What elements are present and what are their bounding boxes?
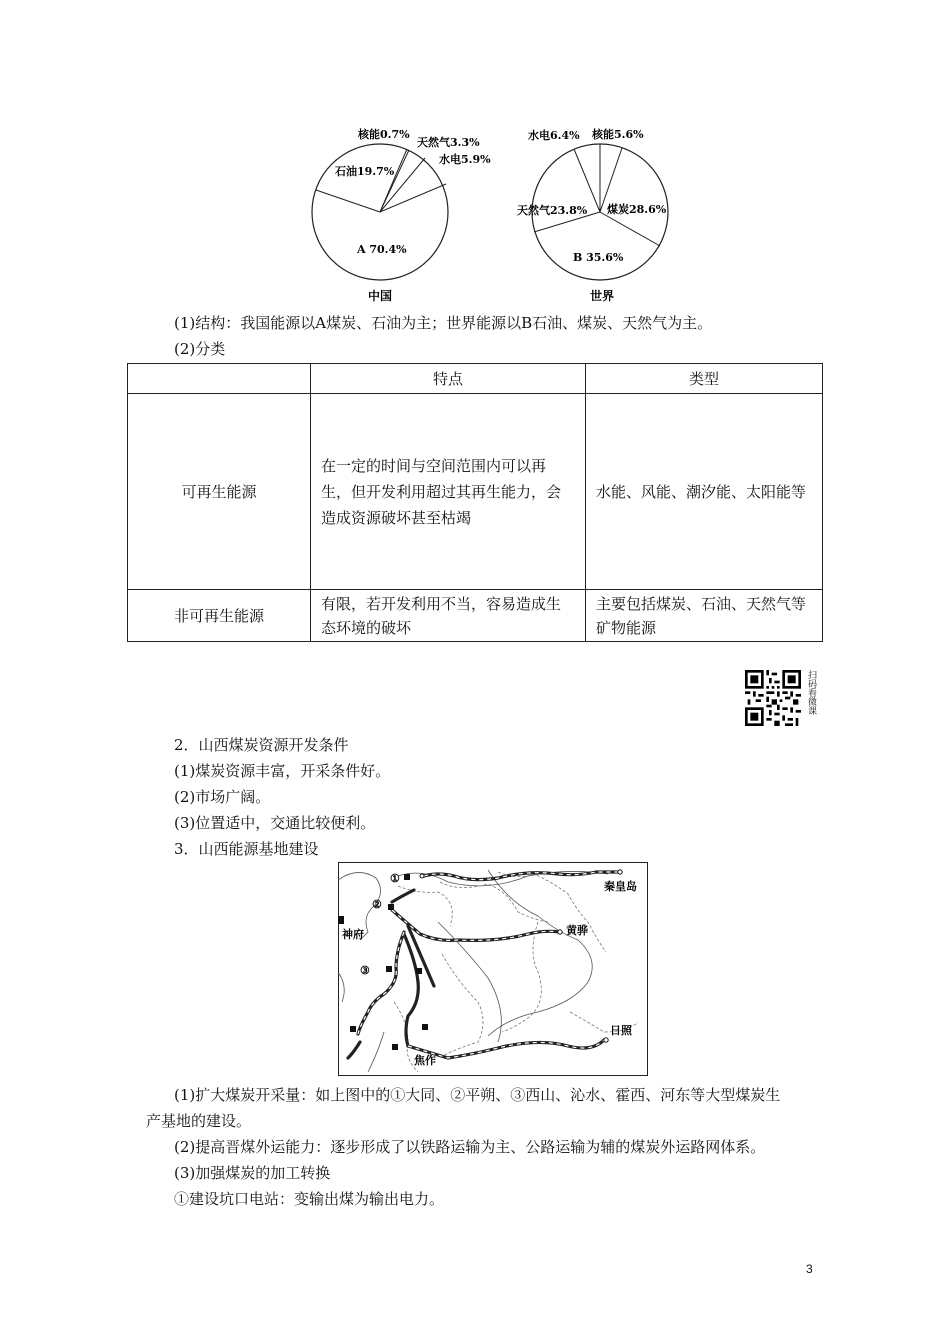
table-row	[128, 590, 823, 642]
map-label-qinhuangdao: 秦皇岛	[604, 880, 637, 893]
table-header-feature: 特点	[311, 364, 586, 394]
china-slice-a-label: A 70.4%	[357, 243, 407, 256]
qr-caption: 扫码看微课	[806, 670, 816, 715]
world-slice-coal-label: 煤炭28.6%	[607, 203, 667, 216]
feature-line: 有限，若开发利用不当，容易造成生	[321, 594, 562, 613]
china-slice-oil-label: 石油19.7%	[335, 165, 395, 178]
types-line: 矿物能源	[596, 618, 657, 637]
pie-charts-figure	[300, 120, 700, 310]
table-header-blank	[128, 364, 311, 394]
row-renewable-feature	[311, 394, 586, 590]
feature-line: 态环境的破坏	[321, 618, 412, 637]
map-label-huanghua: 黄骅	[566, 924, 588, 937]
china-slice-nuclear-label: 核能0.7%	[358, 128, 410, 141]
section2-item-2: (2)市场广阔。	[174, 788, 271, 806]
feature-line: 在一定的时间与空间范围内可以再	[321, 456, 547, 475]
section3-item-2: (2)提高晋煤外运能力：逐步形成了以铁路运输为主、公路运输为辅的煤炭外运路网体系。	[174, 1138, 766, 1156]
shanxi-energy-map	[338, 862, 648, 1076]
table-header-row	[128, 364, 823, 394]
china-slice-hydro-label: 水电5.9%	[439, 153, 491, 166]
section2-title: 2．山西煤炭资源开发条件	[174, 736, 349, 754]
map-label-pingshuo: ②	[372, 898, 382, 911]
map-label-rizhao: 日照	[610, 1024, 632, 1037]
types-line: 主要包括煤炭、石油、天然气等	[596, 594, 807, 613]
section2-item-1: (1)煤炭资源丰富，开采条件好。	[174, 762, 391, 780]
types-line: 水能、风能、潮汐能、太阳能等	[596, 483, 807, 501]
qr-code-icon[interactable]	[745, 670, 801, 726]
classify-heading: (2)分类	[174, 340, 226, 358]
section2-item-3: (3)位置适中，交通比较便利。	[174, 814, 376, 832]
structure-text: (1)结构：我国能源以A煤炭、石油为主；世界能源以B石油、煤炭、天然气为主。	[174, 314, 713, 332]
world-slice-b-label: B 35.6%	[573, 251, 624, 264]
china-pie	[312, 127, 491, 303]
energy-classification-table	[127, 363, 823, 642]
world-slice-gas-label: 天然气23.8%	[517, 204, 588, 217]
feature-line: 生，但开发利用超过其再生能力，会	[321, 482, 562, 501]
page-number: 3	[806, 1262, 813, 1276]
china-pie-caption: 中国	[368, 289, 393, 303]
section3-item-1-line1: (1)扩大煤炭开采量：如上图中的①大同、②平朔、③西山、沁水、霍西、河东等大型煤炭生	[174, 1086, 781, 1104]
world-pie	[517, 127, 668, 303]
feature-line: 造成资源破坏甚至枯竭	[321, 508, 472, 527]
table-row	[128, 394, 823, 590]
world-slice-nuclear-label: 核能5.6%	[592, 128, 644, 141]
world-pie-caption: 世界	[590, 289, 615, 303]
world-slice-hydro-label: 水电6.4%	[528, 129, 580, 142]
row-nonrenewable-feature	[311, 590, 586, 642]
row-nonrenewable-name: 非可再生能源	[128, 590, 311, 642]
section3-item-1-line2: 产基地的建设。	[146, 1112, 252, 1130]
row-renewable-types	[586, 394, 823, 590]
section3-title: 3．山西能源基地建设	[174, 840, 319, 858]
map-label-datong: ①	[390, 872, 400, 885]
section3-item-3: (3)加强煤炭的加工转换	[174, 1164, 331, 1182]
map-label-shenfu: 神府	[342, 928, 364, 941]
row-nonrenewable-types	[586, 590, 823, 642]
row-renewable-name: 可再生能源	[128, 394, 311, 590]
section3-item-4: ①建设坑口电站：变输出煤为输出电力。	[174, 1190, 445, 1208]
china-slice-gas-label: 天然气3.3%	[417, 136, 480, 149]
table-header-type: 类型	[586, 364, 823, 394]
map-label-jiaozuo: 焦作	[414, 1054, 436, 1067]
map-label-xishan: ③	[360, 964, 370, 977]
